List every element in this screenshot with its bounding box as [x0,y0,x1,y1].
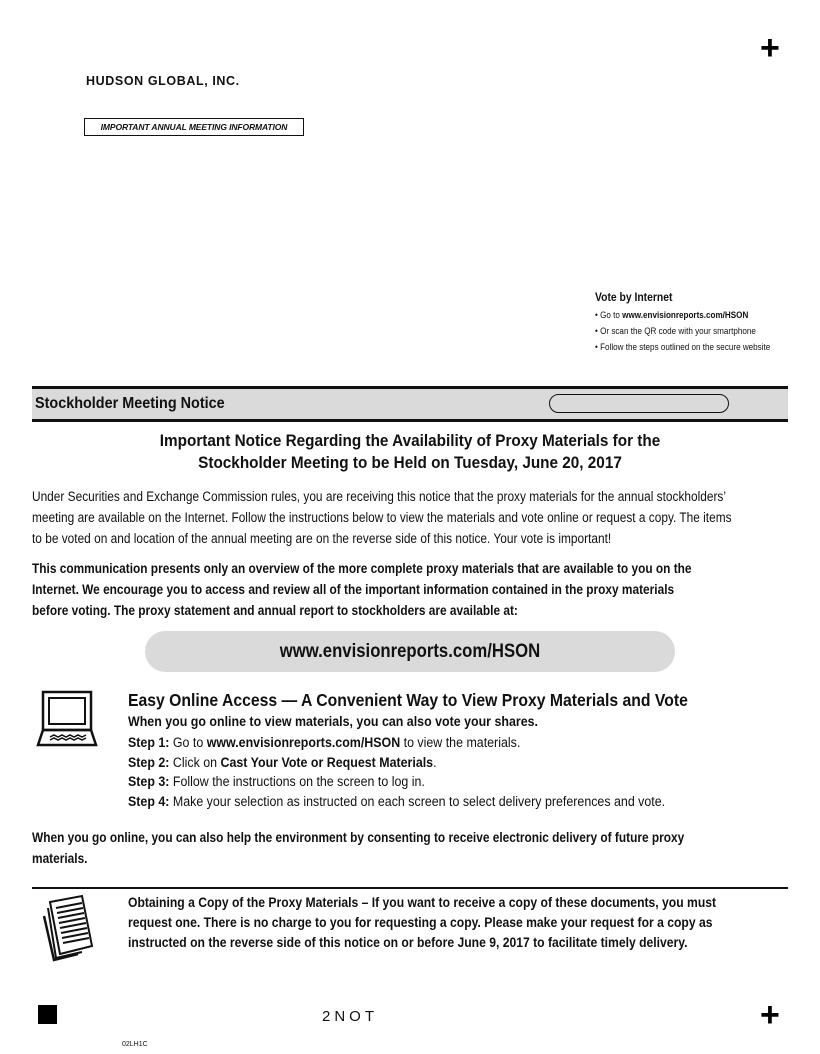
vote-item-text: • Go to [595,310,623,320]
paragraph-line: before voting. The proxy statement and annual report to stockholders are available at: [32,603,518,618]
step-text: Make your selection as instructed on each screen to select delivery preferences and vote. [169,793,666,809]
vote-item-text: • Or scan the QR code with your smartphone [595,326,756,336]
paragraph-line: request one. There is no charge to you for requesting a copy. Please make your request for a copy as [128,915,713,930]
main-url-link[interactable]: www.envisionreports.com/HSON [279,641,541,662]
form-code: 2NOT [322,1008,379,1025]
paragraph-line: Obtaining a Copy of the Proxy Materials – If you want to receive a copy of these documents, you must [128,895,717,910]
paragraph-line: meeting are available on the Internet. Follow the instructions below to view the materials and vote online or request a copy. The items [32,510,732,525]
section-divider [32,887,788,889]
step-3 [128,772,735,792]
meeting-info-label: IMPORTANT ANNUAL MEETING INFORMATION [84,118,304,136]
headline-line: Important Notice Regarding the Availability of Proxy Materials for the [159,431,661,450]
vote-item [595,307,793,323]
notice-bar [32,386,788,422]
step-4 [128,792,735,812]
vote-item [595,339,793,355]
overview-paragraph [32,558,788,621]
paragraph-line: instructed on the reverse side of this notice on or before June 9, 2017 to facilitate timely delivery. [128,935,688,950]
registration-mark-top: + [760,29,780,67]
vote-item-text: • Follow the steps outlined on the secure website [595,342,771,352]
documents-icon [38,894,98,971]
step-text: to view the materials. [400,735,521,750]
step-text: . [433,754,437,770]
online-access-section [128,688,788,811]
notice-bar-title: Stockholder Meeting Notice [35,395,225,412]
step-label: Step 1: [128,735,170,750]
step-1 [128,733,735,753]
paragraph-line: This communication presents only an overview of the more complete proxy materials that are available to you on the [32,561,692,576]
step-text: Follow the instructions on the screen to log in. [169,774,425,789]
online-access-subtitle: When you go online to view materials, you can also vote your shares. [128,714,538,729]
control-number-field [549,394,729,413]
document-code: 02LH1C [122,1041,148,1048]
vote-by-internet [595,292,815,355]
paragraph-line: Internet. We encourage you to access and review all of the important information contained in the proxy materials [32,582,675,597]
company-name: HUDSON GLOBAL, INC. [86,74,240,88]
registration-square [38,1005,57,1024]
step-label: Step 4: [128,793,170,809]
page-headline [32,430,788,474]
vote-title: Vote by Internet [595,292,673,304]
intro-paragraph [32,486,788,549]
paragraph-line: When you go online, you can also help the environment by consenting to receive electronic delivery of future proxy [32,830,685,845]
paragraph-line: to be voted on and location of the annual meeting are on the reverse side of this notice. Your vote is important! [32,531,612,546]
step-url-link[interactable]: www.envisionreports.com/HSON [206,735,401,750]
main-url-banner[interactable] [145,631,675,672]
laptop-icon [36,690,98,753]
step-2 [128,753,735,773]
copy-request-text [128,893,788,953]
online-access-title: Easy Online Access — A Convenient Way to View Proxy Materials and Vote [128,690,688,710]
vote-url-link[interactable]: www.envisionreports.com/HSON [622,310,749,320]
step-text: Click on [169,754,221,770]
environment-paragraph [32,827,788,869]
vote-item [595,323,793,339]
headline-line: Stockholder Meeting to be Held on Tuesday, June 20, 2017 [198,453,622,472]
step-text: Go to [169,735,207,750]
step-action-text: Cast Your Vote or Request Materials [220,754,434,770]
paragraph-line: Under Securities and Exchange Commission rules, you are receiving this notice that the proxy materials for the annual stockholders’ [32,489,727,504]
registration-mark-bottom: + [760,996,780,1034]
step-label: Step 3: [128,774,170,789]
step-label: Step 2: [128,754,170,770]
paragraph-line: materials. [32,851,88,866]
